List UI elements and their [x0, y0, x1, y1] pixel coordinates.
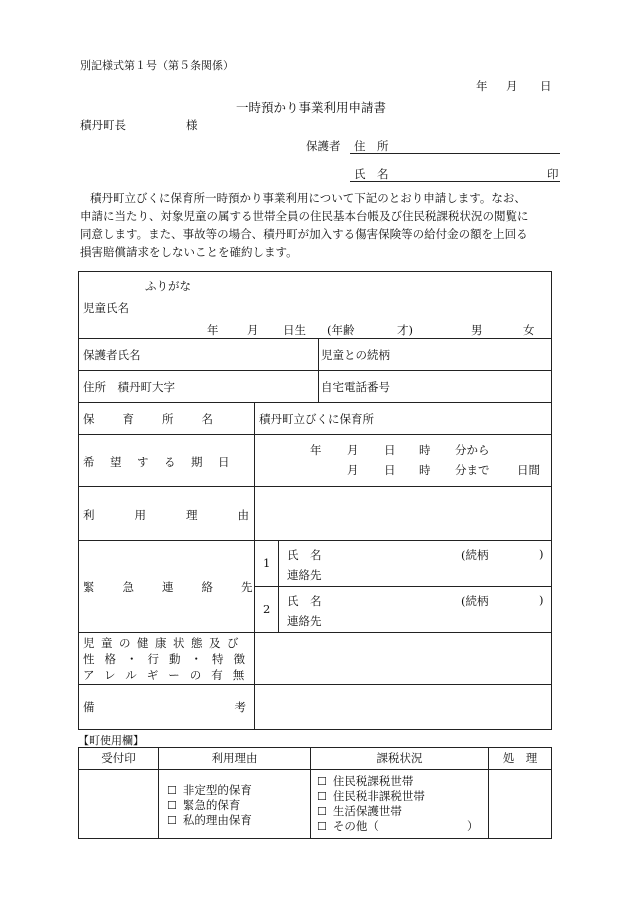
- emergency-1-name-label: 氏 名: [287, 548, 322, 562]
- home-phone-label: 自宅電話番号: [321, 380, 390, 394]
- office-use-table: [78, 747, 552, 839]
- document-title: 一時預かり事業利用申請書: [236, 100, 387, 115]
- guardian-address-label: 住 所: [354, 139, 389, 153]
- home-phone-cell[interactable]: [319, 371, 551, 403]
- address-cell[interactable]: [79, 371, 319, 403]
- period-label: 希望する期日: [83, 455, 245, 469]
- emergency-2-name-label: 氏 名: [287, 594, 322, 608]
- period-from-hour: 時: [419, 443, 431, 457]
- nursery-label-cell: [79, 403, 255, 435]
- tax-option-1-label: 住民税課税世帯: [332, 774, 414, 788]
- tax-other-close: ）: [467, 819, 479, 833]
- relationship-cell[interactable]: [319, 339, 551, 371]
- checkbox-icon[interactable]: ☐: [317, 775, 327, 788]
- nursery-label-text: 保育所名: [83, 412, 241, 426]
- intro-line-1: 積丹町立びくに保育所一時預かり事業利用について下記のとおり申請します。なお、: [90, 191, 526, 205]
- reason-option-1[interactable]: [167, 782, 252, 798]
- tax-option-3-label: 生活保護世帯: [332, 804, 402, 818]
- child-name-cell[interactable]: [79, 272, 551, 339]
- guardian-name-cell[interactable]: [79, 339, 319, 371]
- emergency-no-2: [255, 587, 279, 633]
- checkbox-icon[interactable]: ☐: [317, 820, 327, 833]
- addressee-honorific: 様: [186, 118, 198, 132]
- health-label-line-3: アレルギーの有無: [83, 668, 255, 682]
- emergency-1-relation-label: (続柄: [461, 548, 489, 562]
- reason-option-2[interactable]: [167, 797, 240, 813]
- checkbox-icon[interactable]: ☐: [317, 790, 327, 803]
- period-from-month: 月: [347, 443, 359, 457]
- reason-label: 利用理由: [83, 508, 289, 522]
- guardian-name-line[interactable]: [350, 181, 560, 182]
- address-label: 住所 積丹町大字: [83, 380, 175, 394]
- checkbox-icon[interactable]: ☐: [167, 784, 177, 797]
- period-from-day: 日: [384, 443, 396, 457]
- office-use-heading: 【町使用欄】: [78, 734, 144, 747]
- guardian-name-label: 氏 名: [354, 167, 389, 181]
- reason-option-3-label: 私的理由保育: [182, 813, 252, 827]
- intro-line-3: 同意します。また、事故等の場合、積丹町が加入する傷害保険等の給付金の額を上回る: [80, 227, 528, 241]
- emergency-2-relation-close: ): [539, 593, 544, 607]
- emergency-number-1: 1: [263, 556, 271, 570]
- period-to-hour: 時: [419, 463, 431, 477]
- period-to-minute: 分まで: [455, 463, 490, 477]
- remarks-label-cell: [79, 685, 386, 729]
- emergency-1-relation-close: ): [539, 547, 544, 561]
- tax-option-2[interactable]: [317, 788, 425, 804]
- nursery-value: 積丹町立びくに保育所: [259, 412, 374, 426]
- tax-option-2-label: 住民税非課税世帯: [332, 789, 425, 803]
- checkbox-icon[interactable]: ☐: [317, 805, 327, 818]
- period-from-year: 年: [310, 443, 322, 457]
- date-month-label: 月: [506, 79, 518, 93]
- birth-year-label: 年: [207, 323, 219, 337]
- emergency-2-relation-label: (続柄: [461, 594, 489, 608]
- intro-line-4: 損害賠償請求をしないことを確約します。: [80, 245, 298, 259]
- relationship-label: 児童との続柄: [321, 348, 390, 362]
- nursery-label: [83, 411, 249, 427]
- furigana-label: ふりがな: [145, 279, 191, 293]
- col-tax-label: 課税状況: [376, 751, 423, 765]
- tax-options-cell: [311, 770, 489, 838]
- emergency-contact-1[interactable]: [279, 541, 551, 587]
- gender-female[interactable]: 女: [523, 323, 535, 337]
- emergency-1-contact-label: 連絡先: [287, 568, 322, 582]
- date-day-label: 日: [540, 79, 552, 93]
- remarks-label: 備考: [83, 700, 386, 714]
- guardian-label: 保護者: [306, 139, 341, 153]
- remarks-value-cell[interactable]: [255, 685, 551, 729]
- col-process-label: 処 理: [502, 751, 538, 765]
- health-label-cell: [79, 633, 255, 685]
- emergency-label: 緊急連絡先: [83, 580, 281, 594]
- age-open-label: (年齢: [327, 323, 355, 337]
- checkbox-icon[interactable]: ☐: [167, 814, 177, 827]
- emergency-2-contact-label: 連絡先: [287, 614, 322, 628]
- reason-label-cell: [79, 487, 289, 541]
- health-label-line-1: 児童の健康状態及び: [83, 636, 245, 650]
- child-name-label: 児童氏名: [83, 301, 129, 315]
- application-table: [78, 271, 552, 730]
- tax-option-4-label: その他（: [332, 819, 379, 833]
- period-value-cell[interactable]: [255, 435, 551, 487]
- health-value-cell[interactable]: [255, 633, 551, 685]
- emergency-no-1: [255, 541, 279, 587]
- col-received-label: 受付印: [101, 751, 136, 765]
- tax-option-4[interactable]: [317, 818, 379, 834]
- seal-mark: 印: [547, 167, 559, 181]
- date-year-label: 年: [476, 79, 488, 93]
- reason-options-cell: [159, 770, 311, 838]
- tax-option-1[interactable]: [317, 773, 413, 789]
- reason-value-cell[interactable]: [255, 487, 551, 541]
- age-close-label: 才): [397, 323, 413, 337]
- form-number: 別記様式第１号（第５条関係）: [80, 59, 234, 72]
- emergency-contact-2[interactable]: [279, 587, 551, 633]
- emergency-label-cell: [79, 541, 281, 633]
- period-to-day: 日: [384, 463, 396, 477]
- period-to-month: 月: [347, 463, 359, 477]
- birth-day-label: 日生: [283, 323, 306, 337]
- emergency-number-2: 2: [263, 602, 271, 616]
- col-tax-header: [311, 748, 489, 770]
- intro-line-2: 申請に当たり、対象児童の属する世帯全員の住民基本台帳及び住民税課税状況の閲覧に: [80, 209, 529, 223]
- period-from-minute: 分から: [455, 443, 490, 457]
- col-received-header: [79, 748, 159, 770]
- guardian-name-field-label: 保護者氏名: [83, 348, 141, 362]
- guardian-address-line[interactable]: [350, 153, 560, 154]
- period-days: 日間: [517, 463, 540, 477]
- reason-option-1-label: 非定型的保育: [182, 783, 252, 797]
- health-label-line-2: 性格・行動・特徴: [83, 652, 255, 666]
- tax-option-3[interactable]: [317, 803, 402, 819]
- gender-male[interactable]: 男: [471, 323, 483, 337]
- nursery-value-cell[interactable]: [255, 403, 551, 435]
- received-stamp-cell[interactable]: [79, 770, 159, 838]
- reason-option-3[interactable]: [167, 812, 252, 828]
- reason-option-2-label: 緊急的保育: [182, 798, 241, 812]
- process-cell[interactable]: [489, 770, 551, 838]
- col-reason-header: [159, 748, 311, 770]
- addressee: 積丹町長: [80, 118, 126, 132]
- birth-month-label: 月: [247, 323, 259, 337]
- col-process-header: [489, 748, 551, 770]
- checkbox-icon[interactable]: ☐: [167, 799, 177, 812]
- period-label-cell: [79, 435, 255, 487]
- col-reason-label: 利用理由: [211, 751, 258, 765]
